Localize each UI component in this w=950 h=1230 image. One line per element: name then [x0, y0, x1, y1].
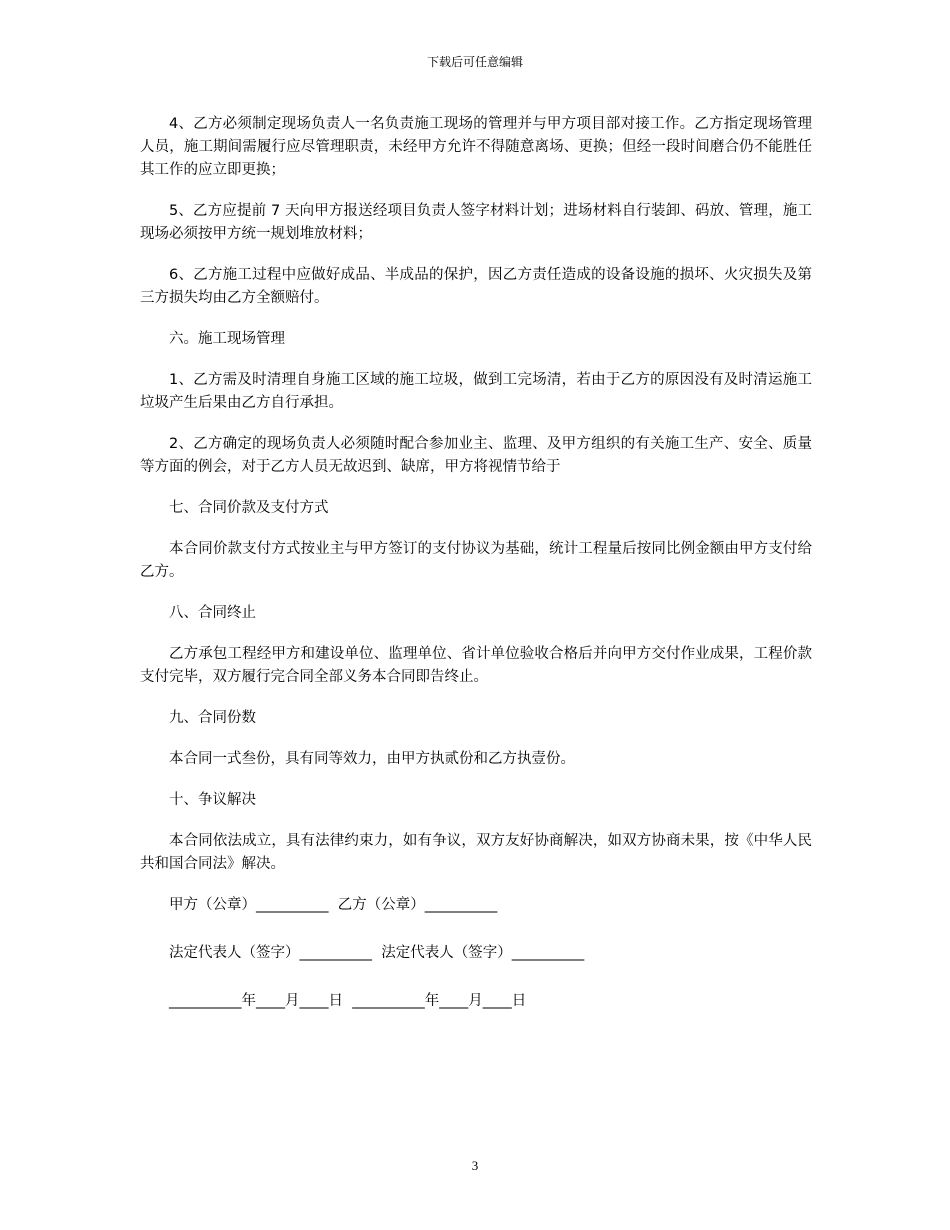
section-heading-dispute: 十、争议解决 — [169, 792, 256, 808]
page-header: 下载后可任意编辑 — [426, 55, 523, 69]
section-heading-termination: 八、合同终止 — [169, 605, 256, 621]
signature-seal-line: 甲方（公章）__________ 乙方（公章）__________ — [169, 897, 498, 913]
section-heading-payment: 七、合同价款及支付方式 — [169, 500, 329, 516]
site-clause-1-paragraph: 1、乙方需及时清理自身施工区域的施工垃圾，做到工完场清，若由于乙方的原因没有及时清运施工垃圾产生后果由乙方自行承担。 — [140, 372, 812, 411]
document-body — [140, 113, 812, 1038]
signature-date-line: __________年____月____日 __________年____月____日 — [169, 993, 527, 1009]
signature-representative-line: 法定代表人（签字）__________ 法定代表人（签字）__________ — [169, 945, 585, 961]
site-clause-2-paragraph: 2、乙方确定的现场负责人必须随时配合参加业主、监理、及甲方组织的有关施工生产、安全、质量等方面的例会，对于乙方人员无故迟到、缺席，甲方将视情节给于 — [140, 436, 812, 475]
termination-paragraph: 乙方承包工程经甲方和建设单位、监理单位、省计单位验收合格后并向甲方交付作业成果，工程价款支付完毕，双方履行完合同全部义务本合同即告终止。 — [140, 646, 812, 685]
clause-5-paragraph: 5、乙方应提前 7 天向甲方报送经项目负责人签字材料计划；进场材料自行装卸、码放、管理，施工现场必须按甲方统一规划堆放材料； — [140, 203, 812, 242]
section-heading-site-management: 六。施工现场管理 — [169, 331, 285, 347]
page-number: 3 — [471, 1158, 479, 1173]
section-heading-copies: 九、合同份数 — [169, 710, 256, 726]
copies-paragraph: 本合同一式叁份，具有同等效力，由甲方执贰份和乙方执壹份。 — [169, 751, 575, 767]
payment-paragraph: 本合同价款支付方式按业主与甲方签订的支付协议为基础，统计工程量后按同比例金额由甲方支付给乙方。 — [140, 541, 812, 580]
clause-4-paragraph: 4、乙方必须制定现场负责人一名负责施工现场的管理并与甲方项目部对接工作。乙方指定现场管理人员，施工期间需履行应尽管理职责，未经甲方允许不得随意离场、更换；但经一段时间磨合仍不能胜任其工作的应立即更换； — [140, 116, 812, 178]
dispute-paragraph: 本合同依法成立，具有法律约束力，如有争议，双方友好协商解决，如双方协商未果，按《中华人民共和国合同法》解决。 — [140, 833, 812, 872]
clause-6-paragraph: 6、乙方施工过程中应做好成品、半成品的保护，因乙方责任造成的设备设施的损坏、火灾损失及第三方损失均由乙方全额赔付。 — [140, 267, 812, 306]
